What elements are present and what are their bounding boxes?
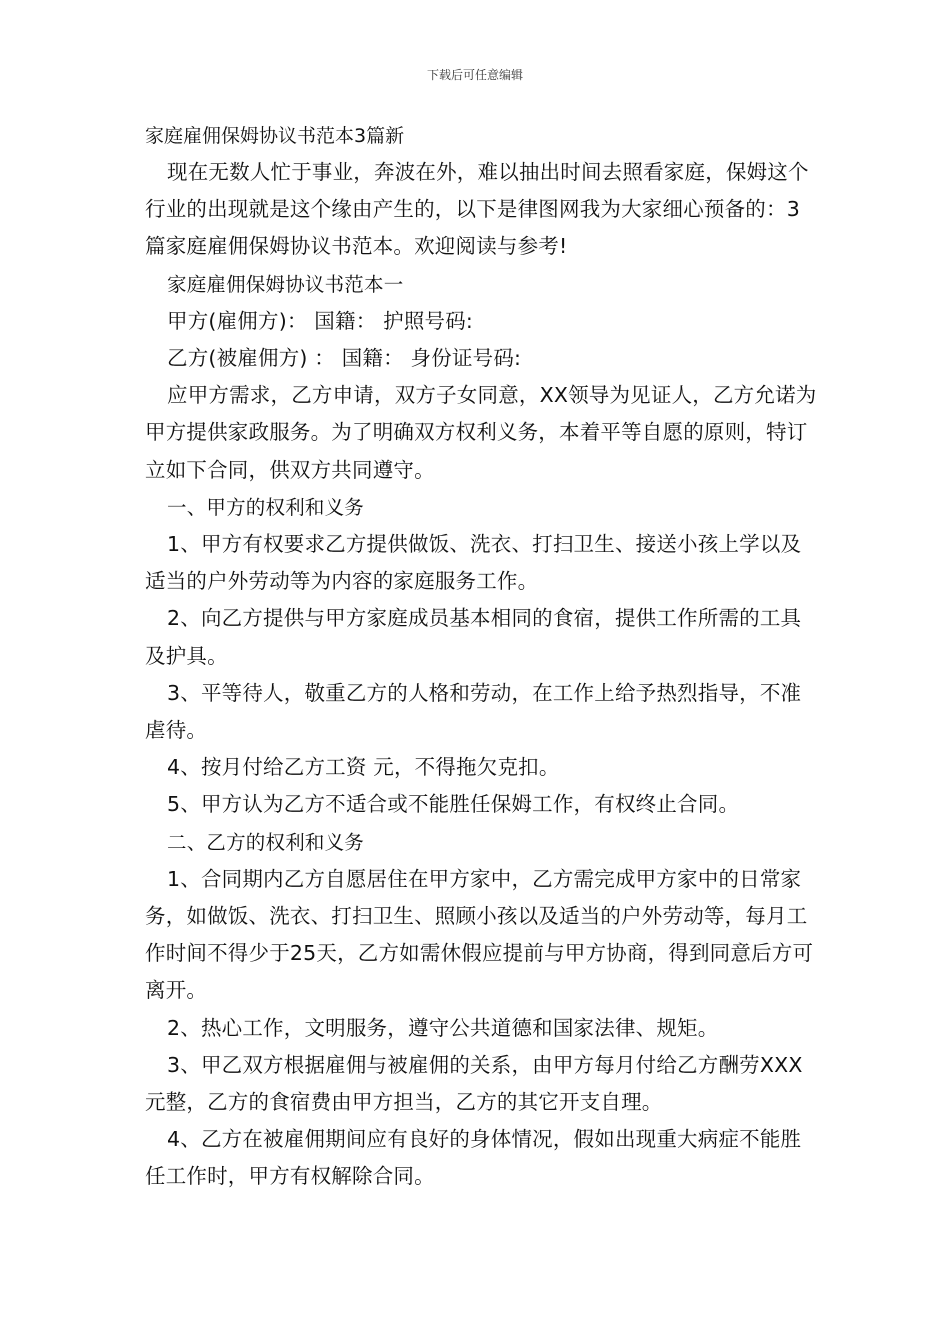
page-header-note: 下载后可任意编辑 xyxy=(426,68,523,82)
clause-b-1: 1、合同期内乙方自愿居住在甲方家中，乙方需完成甲方家中的日常家务，如做饭、洗衣、打扫卫生、照顾小孩以及适当的户外劳动等，每月工作时间不得少于25天，乙方如需休假应提前与甲方协商，得到同意后方可离开。 xyxy=(145,866,814,1003)
clause-b-3: 3、甲乙双方根据雇佣与被雇佣的关系，由甲方每月付给乙方酬劳XXX元整，乙方的食宿费由甲方担当，乙方的其它开支自理。 xyxy=(145,1052,803,1115)
party-a-line: 甲方(雇佣方)： 国籍： 护照号码: xyxy=(167,308,474,333)
section-heading-party-a: 一、甲方的权利和义务 xyxy=(167,495,365,519)
clause-a-1: 1、甲方有权要求乙方提供做饭、洗衣、打扫卫生、接送小孩上学以及适当的户外劳动等为内容的家庭服务工作。 xyxy=(145,532,802,594)
section-heading-template-one: 家庭雇佣保姆协议书范本一 xyxy=(167,272,404,296)
clause-a-3: 3、平等待人，敬重乙方的人格和劳动，在工作上给予热烈指导，不准虐待。 xyxy=(145,680,802,743)
clause-b-2: 2、热心工作，文明服务，遵守公共道德和国家法律、规矩。 xyxy=(167,1015,719,1040)
party-b-line: 乙方(被雇佣方) ： 国籍： 身份证号码: xyxy=(167,346,522,371)
document-title: 家庭雇佣保姆协议书范本3篇新 xyxy=(145,125,405,147)
clause-a-5: 5、甲方认为乙方不适合或不能胜任保姆工作，有权终止合同。 xyxy=(167,792,740,817)
section-heading-party-b: 二、乙方的权利和义务 xyxy=(167,830,365,854)
clause-a-4: 4、按月付给乙方工资 元，不得拖欠克扣。 xyxy=(167,755,560,780)
document-body xyxy=(145,118,820,1196)
clause-b-4: 4、乙方在被雇佣期间应有良好的身体情况，假如出现重大病症不能胜任工作时，甲方有权解除合同。 xyxy=(145,1127,802,1189)
intro-paragraph: 现在无数人忙于事业，奔波在外，难以抽出时间去照看家庭，保姆这个行业的出现就是这个缘由产生的，以下是律图网我为大家细心预备的：3篇家庭雇佣保姆协议书范本。欢迎阅读与参考! xyxy=(145,160,809,259)
preamble-paragraph: 应甲方需求，乙方申请，双方子女同意，XX领导为见证人，乙方允诺为甲方提供家政服务。为了明确双方权利义务，本着平等自愿的原则，特订立如下合同，供双方共同遵守。 xyxy=(145,383,817,482)
clause-a-2: 2、向乙方提供与甲方家庭成员基本相同的食宿，提供工作所需的工具及护具。 xyxy=(145,606,802,668)
